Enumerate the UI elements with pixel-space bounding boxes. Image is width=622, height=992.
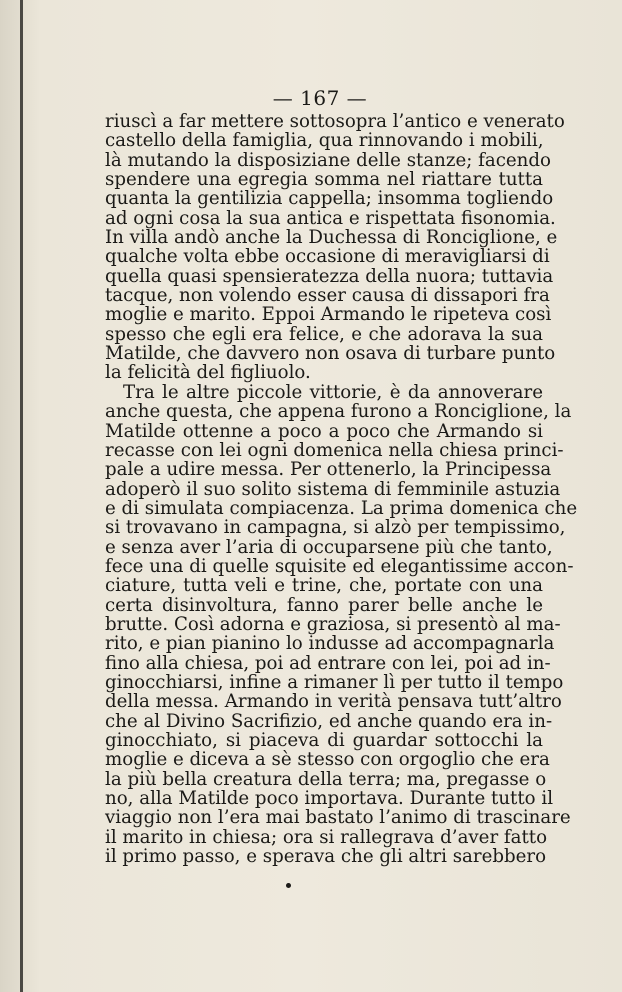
text-line: In villa andò anche la Duchessa di Ronciglione, e <box>105 227 558 249</box>
text-line: la felicità del figliuolo. <box>105 362 311 384</box>
text-line: viaggio non l’era mai bastato l’animo di trascinare <box>105 807 571 829</box>
text-line: castello della famiglia, qua rinnovando i mobili, <box>105 130 544 152</box>
text-line: ciature, tutta veli e trine, che, portate con una <box>105 575 543 597</box>
text-line: moglie e diceva a sè stesso con orgoglio che era <box>105 749 550 771</box>
text-line: che al Divino Sacrifizio, ed anche quando era in- <box>105 710 553 732</box>
text-line: tacque, non volendo esser causa di dissapori fra <box>105 285 550 307</box>
text-line: ad ogni cosa la sua antica e rispettata fisonomia. <box>105 207 556 229</box>
text-line: ginocchiarsi, infine a rimaner lì per tutto il tempo <box>105 671 564 693</box>
text-line: Matilde, che davvero non osava di turbare punto <box>105 343 556 365</box>
text-line: spendere una egregia somma nel riattare tutta <box>105 169 543 191</box>
text-line: moglie e marito. Eppoi Armando le ripeteva così <box>105 304 552 326</box>
text-line: Matilde ottenne a poco a poco che Armando si <box>105 420 543 442</box>
text-line: rito, e pian pianino lo indusse ad accompagnarla <box>105 633 555 655</box>
text-line: la più bella creatura della terra; ma, pregasse o <box>105 768 547 790</box>
body-text <box>105 111 578 868</box>
text-line: quella quasi spensieratezza della nuora; tuttavia <box>105 265 554 287</box>
text-line: si trovavano in campagna, si alzò per tempissimo, <box>105 517 566 539</box>
text-line: e senza aver l’aria di occuparsene più che tanto, <box>105 536 553 558</box>
text-line: Tra le altre piccole vittorie, è da annoverare <box>123 381 543 403</box>
text-line: anche questa, che appena furono a Ronciglione, la <box>105 401 572 423</box>
binding-edge <box>20 0 23 992</box>
ink-speck <box>286 883 291 888</box>
text-line: e di simulata compiacenza. La prima domenica che <box>105 497 578 519</box>
text-line: no, alla Matilde poco importava. Durante tutto il <box>105 788 554 810</box>
text-line: adoperò il suo solito sistema di femminile astuzia <box>105 478 561 500</box>
text-line: il primo passo, e sperava che gli altri sarebbero <box>105 846 547 868</box>
text-line: quanta la gentilizia cappella; insomma togliendo <box>105 188 554 210</box>
text-line: fino alla chiesa, poi ad entrare con lei, poi ad in- <box>105 652 551 674</box>
text-line: il marito in chiesa; ora si rallegrava d’aver fatto <box>105 826 548 848</box>
text-line: recasse con lei ogni domenica nella chiesa princi- <box>105 439 564 461</box>
text-line: spesso che egli era felice, e che adorava la sua <box>105 323 543 345</box>
text-line: pale a udire messa. Per ottenerlo, la Principessa <box>105 459 552 481</box>
text-line: là mutando la disposiziane delle stanze; facendo <box>105 149 551 171</box>
text-line: della messa. Armando in verità pensava tutt’altro <box>105 691 562 713</box>
text-line: fece una di quelle squisite ed elegantissime accon- <box>105 555 574 577</box>
text-line: riuscì a far mettere sottosopra l’antico e venerato <box>105 111 565 132</box>
text-line: ginocchiato, si piaceva di guardar sottocchi la <box>105 730 543 751</box>
text-line: certa disinvoltura, fanno parer belle anche le <box>105 594 543 616</box>
text-line: brutte. Così adorna e graziosa, si presentò al ma- <box>105 613 561 635</box>
text-line: qualche volta ebbe occasione di meravigliarsi di <box>105 246 550 268</box>
page-number: — 167 — <box>272 86 368 110</box>
